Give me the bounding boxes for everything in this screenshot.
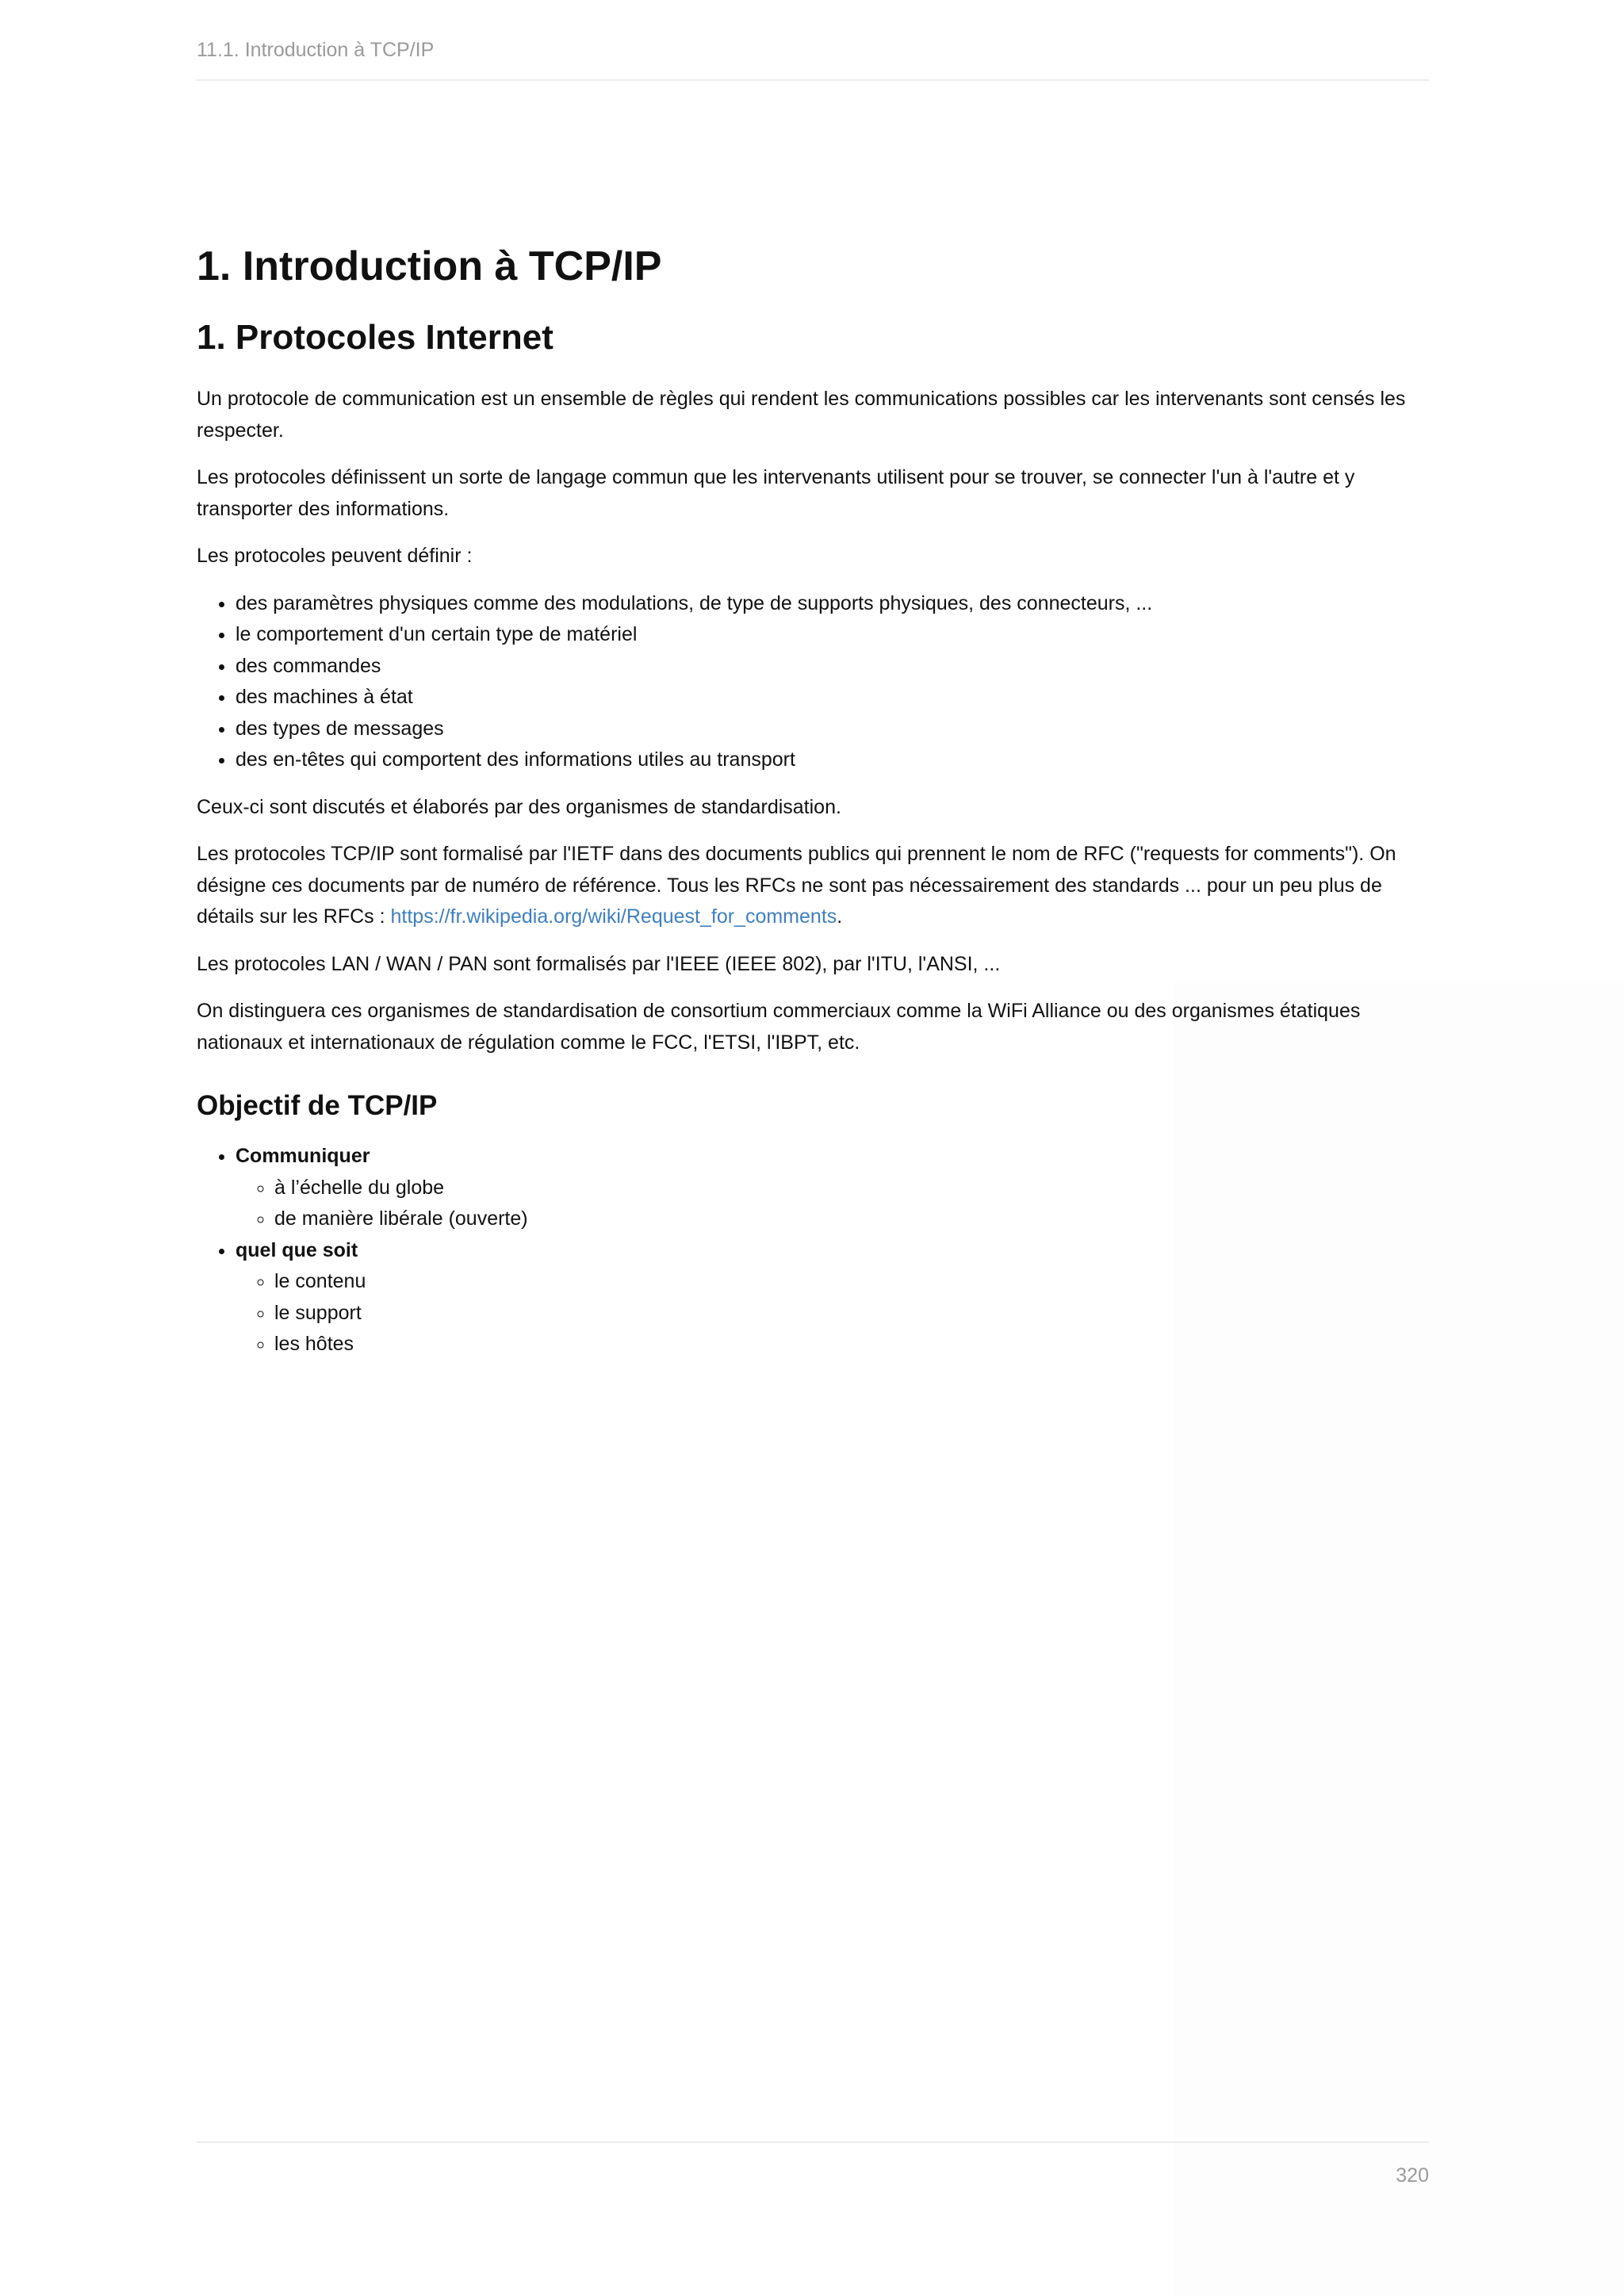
running-header-title: 11.1. Introduction à TCP/IP (197, 39, 435, 61)
list-item: ◦ les hôtes (274, 1329, 1429, 1360)
paragraph-rfc-end: . (837, 905, 843, 928)
objectif-label: quel que soit (236, 1238, 358, 1261)
paragraph-list-intro: Les protocoles peuvent définir : (197, 545, 473, 567)
paragraph-common-language: Les protocoles définissent un sorte de langage commun que les intervenants utilisent pour se trouver, se connecter l'un à l'autre et y transporter des informations. (197, 466, 1355, 520)
page-content (197, 232, 1429, 1376)
list-item (236, 1141, 1429, 1235)
paragraph-definition: Un protocole de communication est un ensemble de règles qui rendent les communications possibles car les intervenants sont censés les respecter. (197, 388, 1406, 442)
rfc-wikipedia-link[interactable]: https://fr.wikipedia.org/wiki/Request_for_comments (390, 905, 837, 928)
paragraph-rfc (197, 839, 1429, 933)
chapter-title: 1. Introduction à TCP/IP (197, 243, 662, 289)
section-title: 1. Protocoles Internet (197, 318, 553, 357)
list-item (236, 1235, 1429, 1360)
list-item: • le comportement d'un certain type de matériel (236, 619, 1429, 651)
paragraph-rfc-text: Les protocoles TCP/IP sont formalisé par l'IETF dans des documents publics qui prennent le nom de RFC ("requests for comments"). On désigne ces documents par de numéro de référence. Tous les RFCs ne sont pas nécessairement des standards ... pour un peu plus de détails sur les RFCs : (197, 843, 1396, 928)
list-item: ◦ le contenu (274, 1266, 1429, 1298)
list-item: • des commandes (236, 651, 1429, 683)
list-item: ◦ de manière libérale (ouverte) (274, 1203, 1429, 1235)
list-item: • des paramètres physiques comme des modulations, de type de supports physiques, des connecteurs, ... (236, 588, 1429, 620)
list-item: • des en-têtes qui comportent des informations utiles au transport (236, 744, 1429, 776)
objectif-sub-list (236, 1173, 1429, 1235)
list-item: ◦ le support (274, 1298, 1429, 1330)
page-number: 320 (1396, 2164, 1429, 2187)
running-header (197, 36, 1429, 81)
running-footer (197, 2141, 1429, 2189)
objectif-title: Objectif de TCP/IP (197, 1090, 438, 1121)
protocol-definition-list (197, 588, 1429, 776)
objectif-list (197, 1141, 1429, 1360)
list-item: • des machines à état (236, 682, 1429, 714)
paragraph-standardisation: Ceux-ci sont discutés et élaborés par des organismes de standardisation. (197, 795, 841, 818)
paragraph-lan-wan-pan: Les protocoles LAN / WAN / PAN sont formalisés par l'IEEE (IEEE 802), par l'ITU, l'ANSI, ... (197, 952, 1001, 975)
objectif-sub-list (236, 1266, 1429, 1360)
list-item: • des types de messages (236, 714, 1429, 745)
objectif-label: Communiquer (236, 1145, 370, 1167)
list-item: ◦ à l’échelle du globe (274, 1173, 1429, 1204)
paragraph-organisms: On distinguera ces organismes de standardisation de consortium commerciaux comme la WiFi Alliance ou des organismes étatiques nationaux et internationaux de régulation comme le FCC, l'ETSI, l'IBPT, etc. (197, 1000, 1361, 1054)
